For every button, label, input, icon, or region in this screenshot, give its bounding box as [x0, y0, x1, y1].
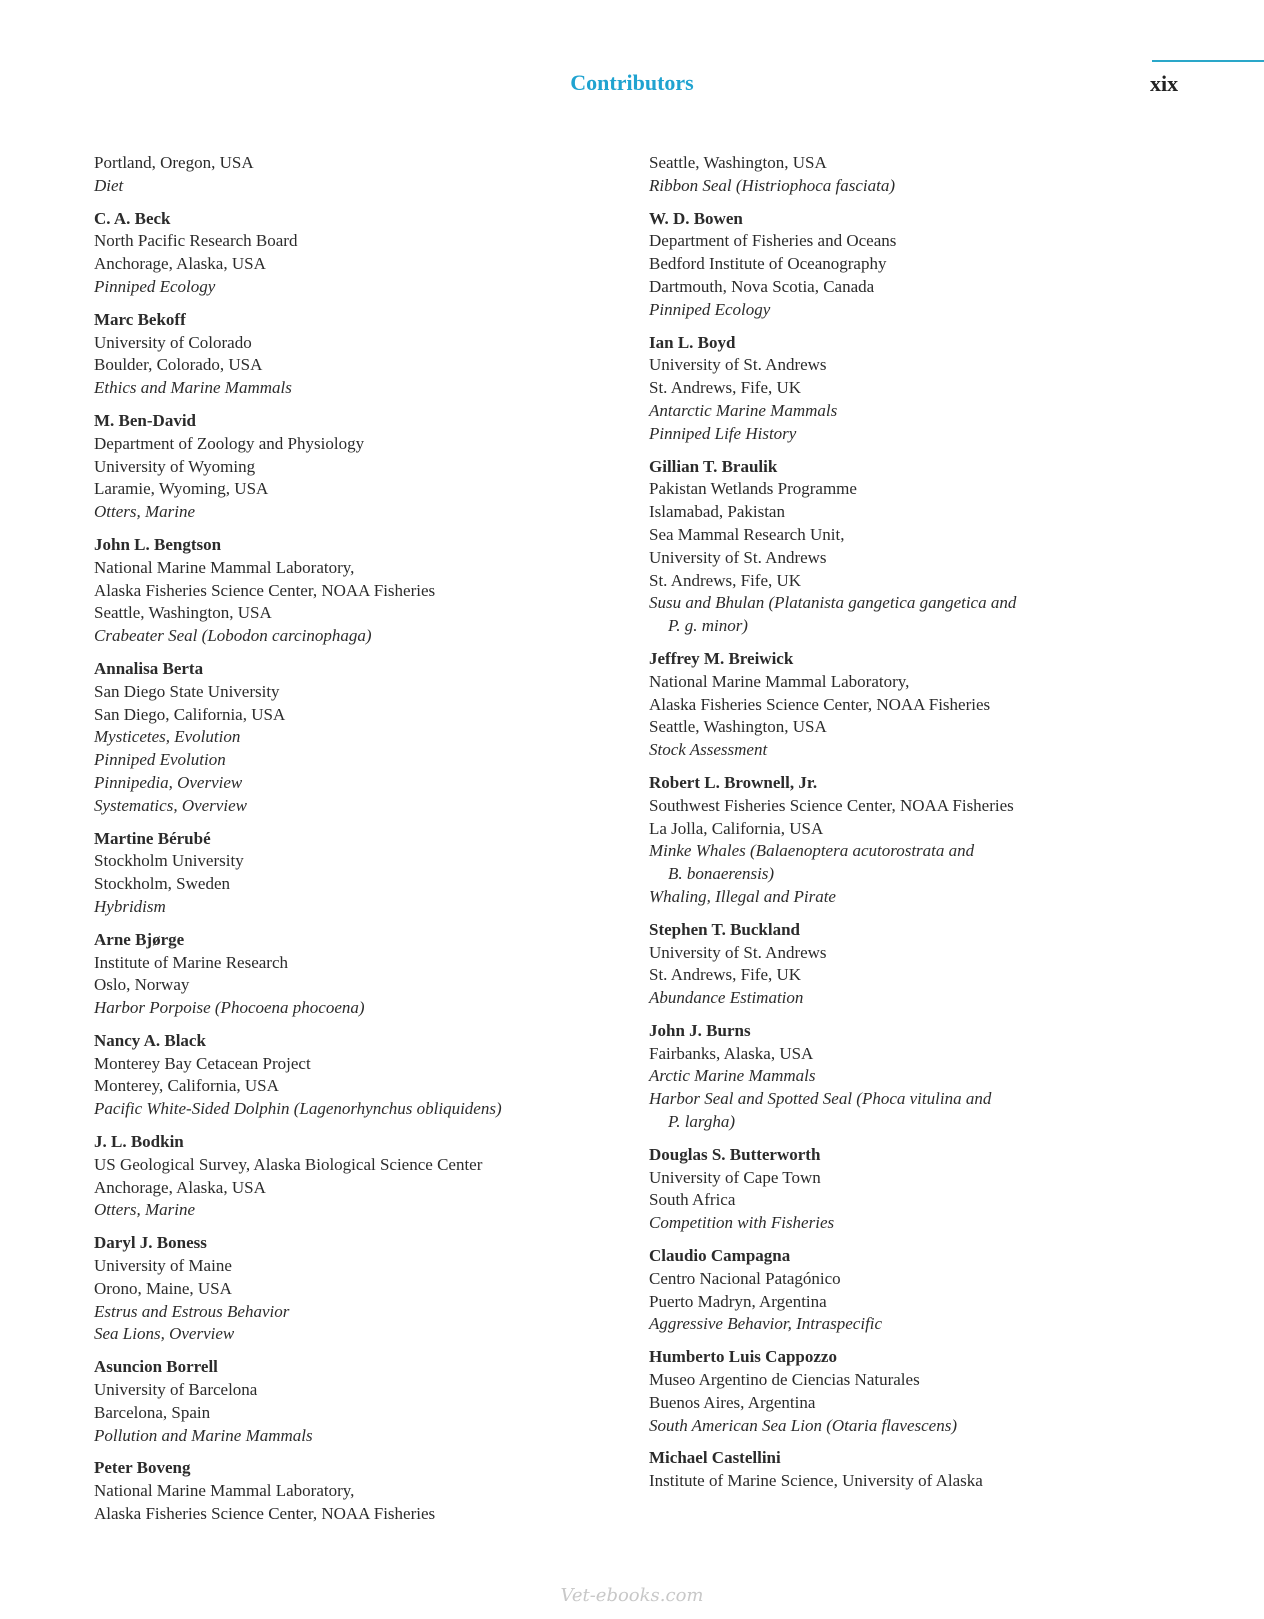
affiliation-line: Pakistan Wetlands Programme: [649, 479, 857, 499]
article-title: Sea Lions, Overview: [94, 1324, 235, 1344]
contributor-entry: [649, 1447, 1209, 1493]
header-rule: [1152, 60, 1264, 62]
contributor-entry: [649, 1020, 1209, 1134]
affiliation-line: National Marine Mammal Laboratory,: [94, 1481, 355, 1501]
contributor-entry: [94, 410, 614, 524]
affiliation-line: Portland, Oregon, USA: [94, 153, 254, 172]
contributor-name: Arne Bjørge: [94, 929, 185, 949]
article-title: Pacific White-Sided Dolphin (Lagenorhynchus obliquidens): [94, 1099, 502, 1119]
affiliation-line: University of Barcelona: [94, 1380, 258, 1400]
article-title: Diet: [94, 175, 124, 195]
contributor-entry: [649, 1144, 1209, 1235]
contributor-entry: [649, 772, 1209, 909]
article-title: Hybridism: [94, 896, 166, 916]
affiliation-line: Anchorage, Alaska, USA: [94, 1177, 266, 1197]
article-title: Pinniped Evolution: [94, 750, 226, 770]
affiliation-line: Monterey Bay Cetacean Project: [94, 1053, 311, 1073]
affiliation-line: St. Andrews, Fife, UK: [649, 570, 802, 590]
article-title: Antarctic Marine Mammals: [649, 400, 838, 420]
affiliation-line: Centro Nacional Patagónico: [649, 1268, 841, 1288]
affiliation-line: University of Wyoming: [94, 456, 256, 476]
affiliation-line: Fairbanks, Alaska, USA: [649, 1043, 814, 1063]
article-title: Estrus and Estrous Behavior: [94, 1301, 290, 1321]
contributor-name: M. Ben-David: [94, 410, 196, 430]
affiliation-line: San Diego State University: [94, 681, 280, 701]
article-title: Crabeater Seal (Lobodon carcinophaga): [94, 626, 372, 646]
contributor-name: Martine Bérubé: [94, 828, 211, 848]
affiliation-line: Sea Mammal Research Unit,: [649, 524, 845, 544]
contributor-entry: [94, 208, 614, 299]
affiliation-line: Puerto Madryn, Argentina: [649, 1291, 827, 1311]
article-title: Harbor Seal and Spotted Seal (Phoca vitulina and: [649, 1089, 992, 1109]
contributor-name: W. D. Bowen: [649, 208, 743, 228]
contributor-entry: [94, 152, 614, 198]
article-title: Competition with Fisheries: [649, 1213, 835, 1233]
article-title: Arctic Marine Mammals: [649, 1066, 816, 1086]
running-title: Contributors: [570, 70, 694, 95]
affiliation-line: Alaska Fisheries Science Center, NOAA Fisheries: [94, 580, 436, 600]
contributor-entry: [649, 1346, 1209, 1437]
affiliation-line: University of Colorado: [94, 332, 252, 352]
contributor-entry: [94, 534, 614, 648]
affiliation-line: Oslo, Norway: [94, 975, 190, 995]
contributor-name: Asuncion Borrell: [94, 1357, 218, 1377]
affiliation-line: Seattle, Washington, USA: [94, 603, 272, 623]
affiliation-line: Southwest Fisheries Science Center, NOAA Fisheries: [649, 795, 1014, 815]
contributor-name: Ian L. Boyd: [649, 332, 736, 352]
affiliation-line: Islamabad, Pakistan: [649, 502, 785, 522]
contributor-name: J. L. Bodkin: [94, 1132, 184, 1152]
affiliation-line: Laramie, Wyoming, USA: [94, 479, 269, 499]
affiliation-line: Bedford Institute of Oceanography: [649, 254, 887, 274]
contributor-entry: [649, 456, 1209, 638]
contributor-name: John L. Bengtson: [94, 534, 222, 554]
affiliation-line: National Marine Mammal Laboratory,: [649, 671, 910, 691]
contributor-entry: [649, 208, 1209, 322]
affiliation-line: Alaska Fisheries Science Center, NOAA Fisheries: [649, 694, 991, 714]
contributor-entry: [94, 1131, 614, 1222]
contributor-entry: [94, 929, 614, 1020]
contributor-entry: [94, 1457, 614, 1525]
article-title: Whaling, Illegal and Pirate: [649, 886, 836, 906]
affiliation-line: Orono, Maine, USA: [94, 1278, 232, 1298]
affiliation-line: Stockholm, Sweden: [94, 874, 230, 894]
affiliation-line: Dartmouth, Nova Scotia, Canada: [649, 276, 875, 296]
affiliation-line: Buenos Aires, Argentina: [649, 1392, 816, 1412]
contributor-entry: [649, 919, 1209, 1010]
article-title: Pinniped Ecology: [94, 276, 216, 296]
affiliation-line: North Pacific Research Board: [94, 231, 298, 251]
contributor-name: Daryl J. Boness: [94, 1233, 207, 1253]
article-title: South American Sea Lion (Otaria flavescens): [649, 1415, 958, 1435]
watermark-logo: Vet-ebooks.com: [560, 1585, 704, 1606]
contributor-name: Robert L. Brownell, Jr.: [649, 772, 818, 792]
article-title: B. bonaerensis): [668, 864, 775, 884]
contributor-name: Gillian T. Braulik: [649, 456, 778, 476]
contributor-entry: [94, 1232, 614, 1346]
affiliation-line: University of Cape Town: [649, 1167, 821, 1187]
contributor-name: Humberto Luis Cappozzo: [649, 1347, 837, 1367]
affiliation-line: Barcelona, Spain: [94, 1402, 211, 1422]
contributor-name: C. A. Beck: [94, 208, 171, 228]
affiliation-line: Institute of Marine Science, University of Alaska: [649, 1471, 983, 1491]
affiliation-line: St. Andrews, Fife, UK: [649, 378, 802, 398]
contributor-entry: [649, 648, 1209, 762]
contributor-name: Annalisa Berta: [94, 658, 204, 678]
contributor-entry: [94, 1356, 614, 1447]
contributor-entry: [649, 1245, 1209, 1336]
affiliation-line: Boulder, Colorado, USA: [94, 355, 263, 375]
affiliation-line: Seattle, Washington, USA: [649, 153, 827, 172]
article-title: Aggressive Behavior, Intraspecific: [649, 1314, 883, 1334]
contributor-name: Michael Castellini: [649, 1448, 781, 1468]
contributor-name: Marc Bekoff: [94, 309, 186, 329]
affiliation-line: National Marine Mammal Laboratory,: [94, 557, 355, 577]
contributor-entry: [94, 309, 614, 400]
article-title: P. g. minor): [668, 616, 748, 636]
contributor-entry: [94, 658, 614, 818]
contributor-name: Jeffrey M. Breiwick: [649, 648, 794, 668]
affiliation-line: Seattle, Washington, USA: [649, 717, 827, 737]
contributor-name: John J. Burns: [649, 1020, 751, 1040]
affiliation-line: Museo Argentino de Ciencias Naturales: [649, 1370, 920, 1390]
affiliation-line: St. Andrews, Fife, UK: [649, 965, 802, 985]
contributor-entry: [649, 332, 1209, 446]
contributor-entry: [94, 828, 614, 919]
affiliation-line: La Jolla, California, USA: [649, 818, 824, 838]
affiliation-line: US Geological Survey, Alaska Biological Science Center: [94, 1154, 483, 1174]
article-title: Stock Assessment: [649, 740, 768, 760]
article-title: Systematics, Overview: [94, 795, 247, 815]
affiliation-line: Monterey, California, USA: [94, 1076, 279, 1096]
affiliation-line: Department of Fisheries and Oceans: [649, 231, 897, 251]
article-title: Ethics and Marine Mammals: [94, 378, 292, 398]
contributor-entry: [94, 1030, 614, 1121]
contributor-entry: [649, 152, 1209, 198]
contributor-name: Douglas S. Butterworth: [649, 1144, 821, 1164]
affiliation-line: Stockholm University: [94, 851, 244, 871]
contributor-name: Peter Boveng: [94, 1458, 191, 1478]
article-title: Pollution and Marine Mammals: [94, 1425, 313, 1445]
article-title: Pinnipedia, Overview: [94, 772, 243, 792]
affiliation-line: Institute of Marine Research: [94, 952, 289, 972]
affiliation-line: San Diego, California, USA: [94, 704, 286, 724]
affiliation-line: University of St. Andrews: [649, 355, 827, 375]
article-title: Susu and Bhulan (Platanista gangetica gangetica and: [649, 593, 1017, 613]
article-title: Mysticetes, Evolution: [94, 727, 241, 747]
article-title: Otters, Marine: [94, 1200, 196, 1220]
article-title: P. largha): [668, 1112, 736, 1132]
article-title: Abundance Estimation: [649, 988, 804, 1008]
article-title: Otters, Marine: [94, 502, 196, 522]
article-title: Harbor Porpoise (Phocoena phocoena): [94, 998, 365, 1018]
article-title: Pinniped Ecology: [649, 299, 771, 319]
article-title: Pinniped Life History: [649, 423, 797, 443]
right-column: [649, 152, 1209, 1503]
affiliation-line: Alaska Fisheries Science Center, NOAA Fisheries: [94, 1504, 436, 1524]
affiliation-line: University of St. Andrews: [649, 942, 827, 962]
article-title: Ribbon Seal (Histriophoca fasciata): [649, 175, 896, 195]
affiliation-line: South Africa: [649, 1190, 736, 1210]
affiliation-line: Department of Zoology and Physiology: [94, 433, 365, 453]
contributor-name: Nancy A. Black: [94, 1030, 206, 1050]
page-number: xix: [1150, 71, 1179, 96]
contributor-name: Claudio Campagna: [649, 1246, 791, 1266]
left-column: [94, 152, 614, 1536]
affiliation-line: Anchorage, Alaska, USA: [94, 254, 266, 274]
affiliation-line: University of St. Andrews: [649, 547, 827, 567]
contributor-name: Stephen T. Buckland: [649, 919, 801, 939]
affiliation-line: University of Maine: [94, 1256, 232, 1276]
article-title: Minke Whales (Balaenoptera acutorostrata and: [649, 841, 975, 861]
